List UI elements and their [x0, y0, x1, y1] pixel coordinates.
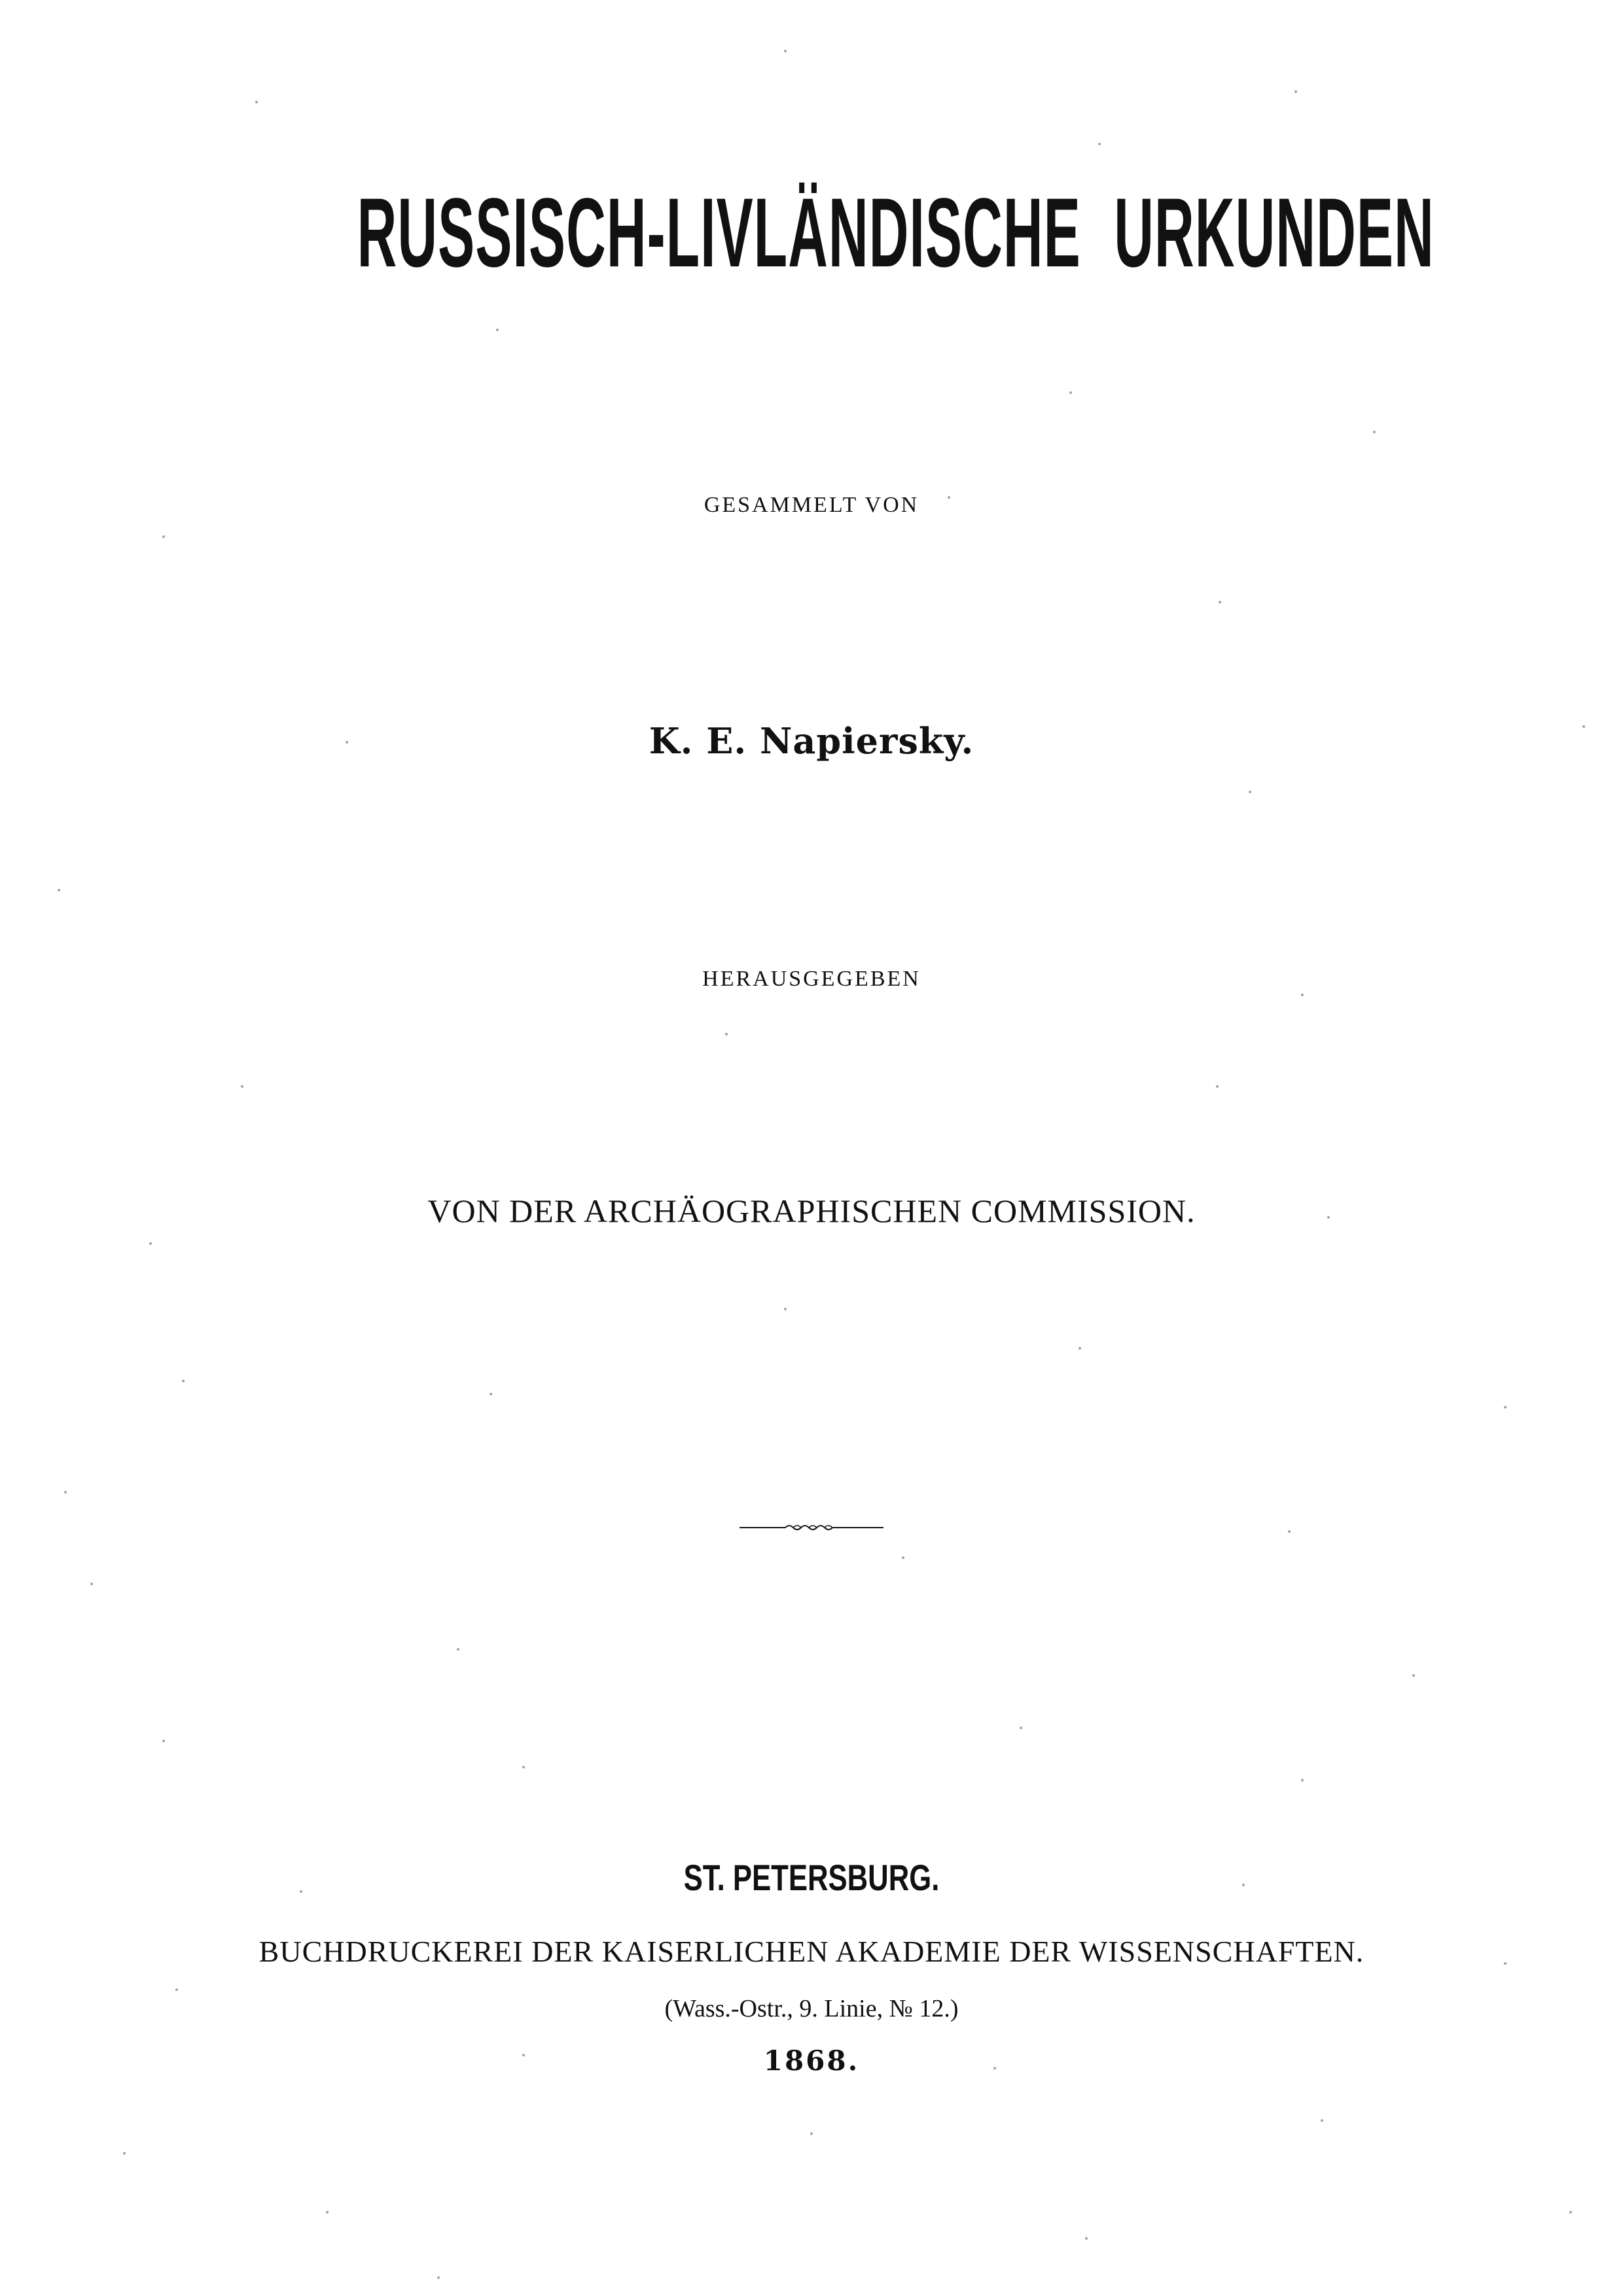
- imprint-city: ST. PETERSBURG.: [683, 1857, 940, 1898]
- ornamental-divider: [740, 1520, 883, 1535]
- collected-by-line: GESAMMELT VON: [704, 493, 919, 517]
- published-line: HERAUSGEGEBEN: [702, 967, 921, 991]
- imprint-year: 1868.: [763, 2045, 860, 2077]
- book-title-part2: URKUNDEN: [1114, 177, 1435, 287]
- imprint-address: (Wass.-Ostr., 9. Linie, № 12.): [664, 1995, 959, 2022]
- editor-name: K. E. Napiersky.: [649, 720, 974, 762]
- book-title: [357, 177, 1435, 288]
- imprint-printer: BUCHDRUCKEREI DER KAISERLICHEN AKADEMIE DER WISSENSCHAFTEN.: [259, 1935, 1364, 1968]
- publisher-commission: VON DER ARCHÄOGRAPHISCHEN COMMISSION.: [427, 1193, 1196, 1229]
- book-title-part1: RUSSISCH-LIVLÄNDISCHE: [357, 177, 1081, 287]
